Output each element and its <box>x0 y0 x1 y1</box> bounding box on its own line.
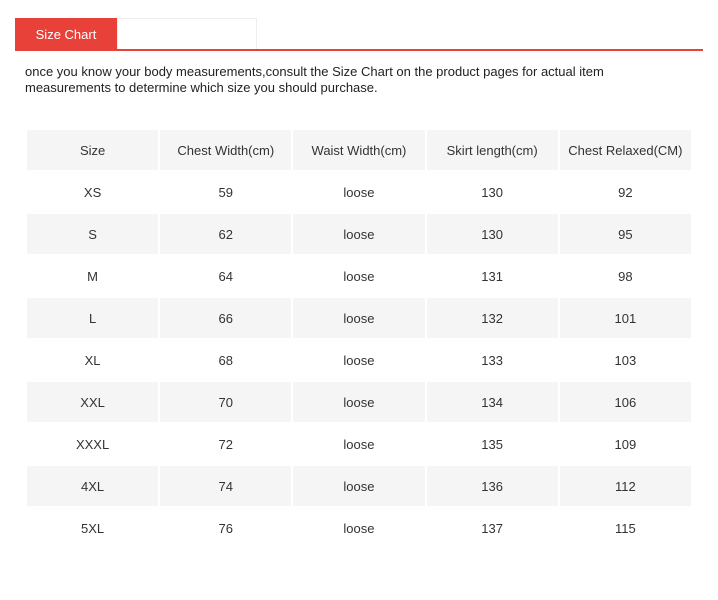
cell-waist-width: loose <box>293 382 424 422</box>
cell-waist-width: loose <box>293 466 424 506</box>
cell-chest-relaxed: 112 <box>560 466 691 506</box>
table-row <box>27 508 691 548</box>
cell-chest-relaxed: 115 <box>560 508 691 548</box>
size-chart-table <box>25 128 693 550</box>
cell-chest-width: 72 <box>160 424 291 464</box>
cell-chest-width: 64 <box>160 256 291 296</box>
cell-skirt-length: 130 <box>427 214 558 254</box>
cell-size: XXXL <box>27 424 158 464</box>
cell-chest-relaxed: 103 <box>560 340 691 380</box>
cell-skirt-length: 137 <box>427 508 558 548</box>
tab-size-chart[interactable]: Size Chart <box>15 18 117 51</box>
cell-size: M <box>27 256 158 296</box>
cell-chest-width: 62 <box>160 214 291 254</box>
cell-skirt-length: 135 <box>427 424 558 464</box>
cell-chest-relaxed: 109 <box>560 424 691 464</box>
header-chest-width: Chest Width(cm) <box>160 130 291 170</box>
cell-skirt-length: 134 <box>427 382 558 422</box>
cell-waist-width: loose <box>293 256 424 296</box>
table-row <box>27 172 691 212</box>
header-waist-width: Waist Width(cm) <box>293 130 424 170</box>
table-row <box>27 340 691 380</box>
table-row <box>27 382 691 422</box>
table-header-row <box>27 130 691 170</box>
cell-chest-width: 66 <box>160 298 291 338</box>
cell-chest-width: 70 <box>160 382 291 422</box>
table-row <box>27 466 691 506</box>
header-size: Size <box>27 130 158 170</box>
cell-skirt-length: 136 <box>427 466 558 506</box>
cell-size: XS <box>27 172 158 212</box>
tab-empty <box>117 18 257 49</box>
cell-waist-width: loose <box>293 172 424 212</box>
cell-size: S <box>27 214 158 254</box>
table-row <box>27 424 691 464</box>
intro-text: once you know your body measurements,consult the Size Chart on the product pages for actual item measurements to determine which size you should purchase. <box>25 64 604 95</box>
cell-chest-relaxed: 95 <box>560 214 691 254</box>
cell-size: L <box>27 298 158 338</box>
cell-waist-width: loose <box>293 214 424 254</box>
cell-chest-relaxed: 92 <box>560 172 691 212</box>
cell-size: XXL <box>27 382 158 422</box>
cell-chest-width: 76 <box>160 508 291 548</box>
cell-skirt-length: 131 <box>427 256 558 296</box>
cell-size: XL <box>27 340 158 380</box>
table-row <box>27 214 691 254</box>
header-chest-relaxed: Chest Relaxed(CM) <box>560 130 691 170</box>
cell-size: 5XL <box>27 508 158 548</box>
cell-chest-relaxed: 98 <box>560 256 691 296</box>
cell-chest-width: 59 <box>160 172 291 212</box>
cell-waist-width: loose <box>293 424 424 464</box>
cell-waist-width: loose <box>293 508 424 548</box>
cell-chest-width: 68 <box>160 340 291 380</box>
cell-skirt-length: 130 <box>427 172 558 212</box>
table-row <box>27 256 691 296</box>
header-skirt-length: Skirt length(cm) <box>427 130 558 170</box>
cell-waist-width: loose <box>293 340 424 380</box>
cell-chest-relaxed: 101 <box>560 298 691 338</box>
cell-skirt-length: 132 <box>427 298 558 338</box>
cell-chest-width: 74 <box>160 466 291 506</box>
cell-size: 4XL <box>27 466 158 506</box>
cell-waist-width: loose <box>293 298 424 338</box>
tab-bar <box>15 18 703 51</box>
cell-skirt-length: 133 <box>427 340 558 380</box>
cell-chest-relaxed: 106 <box>560 382 691 422</box>
table-row <box>27 298 691 338</box>
